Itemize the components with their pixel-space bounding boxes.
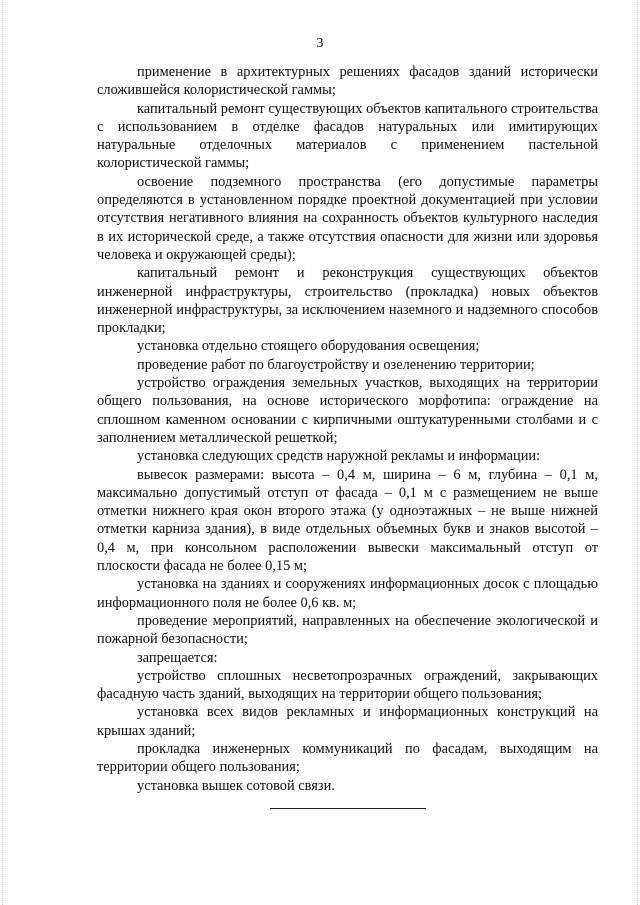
paragraph-lighting-equipment: установка отдельно стоящего оборудования освещения; [137, 338, 480, 355]
paragraph-landscaping: проведение работ по благоустройству и озеленению территории; [137, 356, 535, 373]
footer-divider-line [270, 808, 426, 809]
document-body [97, 63, 598, 795]
paragraph-safety-measures: проведение мероприятий, направленных на обеспечение экологической и пожарной безопасности; [97, 612, 598, 648]
scan-edge-right [637, 0, 638, 905]
paragraph-prohibited-heading: запрещается: [137, 649, 218, 666]
paragraph-opaque-fences: устройство сплошных несветопрозрачных ограждений, закрывающих фасадную часть зданий, выходящих на территории общего пользования; [97, 667, 598, 703]
paragraph-engineering-infrastructure: капитальный ремонт и реконструкция существующих объектов инженерной инфраструктуры, строительство (прокладка) новых объектов инженерной инфраструктуры, за исключением наземного и надземного способов прокладки; [97, 265, 598, 337]
paragraph-underground-space: освоение подземного пространства (его допустимые параметры определяются в установленном порядке проектной документацией при условии отсутствия негативного влияния на сохранность объектов культурного наследия в их исторической среде, а также отсутствия опасности для жизни или здоровья человека и окружающей среды); [97, 173, 598, 263]
paragraph-advertising-heading: установка следующих средств наружной рекламы и информации: [137, 448, 541, 465]
paragraph-capital-repair-materials: капитальный ремонт существующих объектов капитального строительства с использованием в отделке фасадов натуральных или имитирующих натуральные отделочных материалов с применением пастельной колористической гаммы; [97, 100, 598, 172]
paragraph-facade-colors: применение в архитектурных решениях фасадов зданий исторически сложившейся колористической гаммы; [97, 64, 598, 99]
paragraph-facade-utilities: прокладка инженерных коммуникаций по фасадам, выходящим на территории общего пользования; [97, 740, 598, 776]
paragraph-fencing: устройство ограждения земельных участков, выходящих на территории общего пользования, на основе исторического морфотипа: ограждение на сплошном каменном основании с кирпичными оштукатуренными столбами и с заполнением металлической решеткой; [97, 375, 598, 446]
paragraph-cell-towers: установка вышек сотовой связи. [137, 777, 335, 794]
paragraph-information-boards: установка на зданиях и сооружениях информационных досок с площадью информационного поля не более 0,6 кв. м; [97, 576, 598, 611]
page-number: 3 [316, 36, 324, 51]
paragraph-signage-dimensions: вывесок размерами: высота – 0,4 м, ширина – 6 м, глубина – 0,1 м, максимально допустимый отступ от фасада – 0,1 м с размещением не выше отметки нижнего края окон второго этажа (у одноэтажных – не выше нижней отметки карниза здания), в виде отдельных объемных букв и знаков высотой – 0,4 м, при консольном расположении вывески максимальный отступ от плоскости фасада не более 0,15 м; [97, 466, 598, 575]
scan-edge-left [2, 0, 3, 905]
paragraph-roof-advertising: установка всех видов рекламных и информационных конструкций на крышах зданий; [97, 704, 598, 739]
